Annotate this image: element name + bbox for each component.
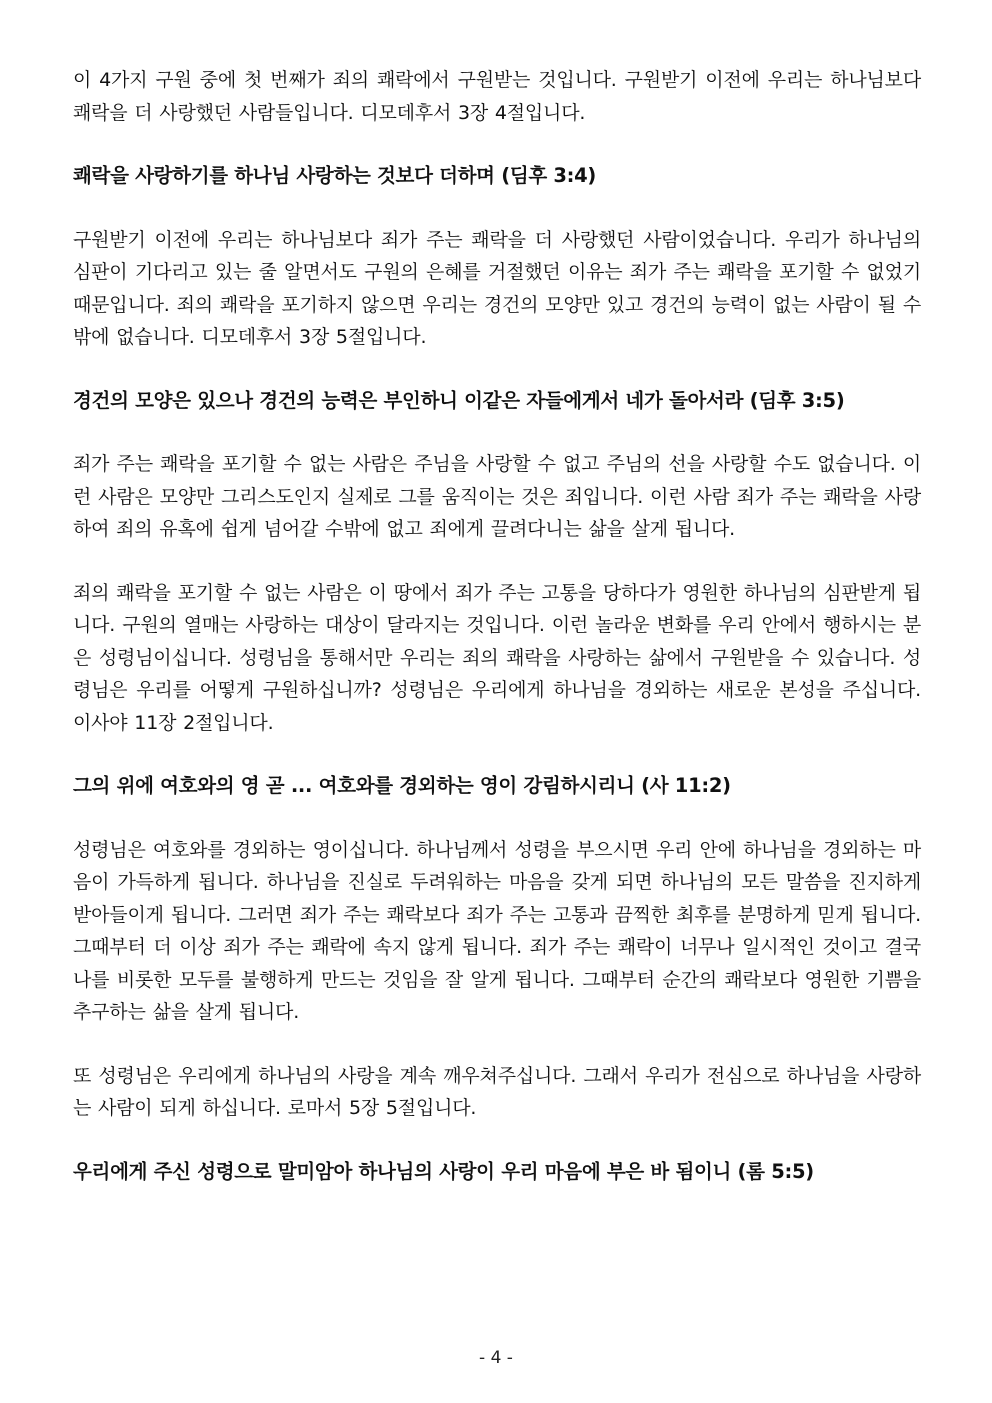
paragraph: 또 성령님은 우리에게 하나님의 사랑을 계속 깨우쳐주십니다. 그래서 우리가 전심으로 하나님을 사랑하는 사람이 되게 하십니다. 로마서 5장 5절입니다. — [73, 1064, 921, 1119]
spacer — [73, 193, 921, 224]
scripture-quote: 경건의 모양은 있으나 경건의 능력은 부인하니 이같은 자들에게서 네가 돌아서라 (딤후 3:5) — [73, 388, 845, 412]
scripture-quote: 그의 위에 여호와의 영 곧 ... 여호와를 경외하는 영이 강림하시리니 (사 11:2) — [73, 774, 731, 797]
spacer — [73, 129, 921, 160]
spacer — [73, 1029, 921, 1060]
document-body — [73, 64, 921, 1188]
paragraph: 성령님은 여호와를 경외하는 영이십니다. 하나님께서 성령을 부으시면 우리 안에 하나님을 경외하는 마음이 가득하게 됩니다. 하나님을 진실로 두려워하는 마음을 갖게 되면 하나님의 모든 말씀을 진지하게 받아들이게 됩니다. 그러면 죄가 주는 쾌락보다 죄가 주는 고통과 끔찍한 최후를 분명하게 믿게 됩니다. 그때부터 더 이상 죄가 주는 쾌락에 속지 않게 됩니다. 죄가 주는 쾌락이 너무나 일시적인 것이고 결국 나를 비롯한 모두를 불행하게 만드는 것임을 잘 알게 됩니다. 그때부터 순간의 쾌락보다 영원한 기쁨을 추구하는 삶을 살게 됩니다. — [73, 838, 921, 1023]
spacer — [73, 803, 921, 834]
scripture-quote: 쾌락을 사랑하기를 하나님 사랑하는 것보다 더하며 (딤후 3:4) — [73, 164, 597, 187]
spacer — [73, 417, 921, 448]
scripture-quote: 우리에게 주신 성령으로 말미암아 하나님의 사랑이 우리 마음에 부은 바 됨이니 (롬 5:5) — [73, 1159, 814, 1183]
spacer — [73, 1125, 921, 1156]
spacer — [73, 354, 921, 385]
paragraph: 죄의 쾌락을 포기할 수 없는 사람은 이 땅에서 죄가 주는 고통을 당하다가 영원한 하나님의 심판받게 됩니다. 구원의 열매는 사랑하는 대상이 달라지는 것입니다. 이런 놀라운 변화를 우리 안에서 행하시는 분은 성령님이십니다. 성령님을 통해서만 우리는 죄의 쾌락을 사랑하는 삶에서 구원받을 수 있습니다. 성령님은 우리를 어떻게 구원하십니까? 성령님은 우리에게 하나님을 경외하는 새로운 본성을 주십니다. 이사야 11장 2절입니다. — [73, 581, 921, 734]
paragraph: 이 4가지 구원 중에 첫 번째가 죄의 쾌락에서 구원받는 것입니다. 구원받기 이전에 우리는 하나님보다 쾌락을 더 사랑했던 사람들입니다. 디모데후서 3장 4절입니다. — [73, 69, 921, 124]
spacer — [73, 739, 921, 770]
paragraph: 죄가 주는 쾌락을 포기할 수 없는 사람은 주님을 사랑할 수 없고 주님의 선을 사랑할 수도 없습니다. 이런 사람은 모양만 그리스도인지 실제로 그를 움직이는 것은 죄입니다. 이런 사람 죄가 주는 쾌락을 사랑하여 죄의 유혹에 쉽게 넘어갈 수밖에 없고 죄에게 끌려다니는 삶을 살게 됩니다. — [73, 453, 921, 540]
paragraph: 구원받기 이전에 우리는 하나님보다 죄가 주는 쾌락을 더 사랑했던 사람이었습니다. 우리가 하나님의 심판이 기다리고 있는 줄 알면서도 구원의 은혜를 거절했던 이유는 죄가 주는 쾌락을 포기할 수 없었기 때문입니다. 죄의 쾌락을 포기하지 않으면 우리는 경건의 모양만 있고 경건의 능력이 없는 사람이 될 수밖에 없습니다. 디모데후서 3장 5절입니다. — [73, 228, 921, 348]
page-number: - 4 - — [479, 1348, 513, 1368]
spacer — [73, 546, 921, 577]
